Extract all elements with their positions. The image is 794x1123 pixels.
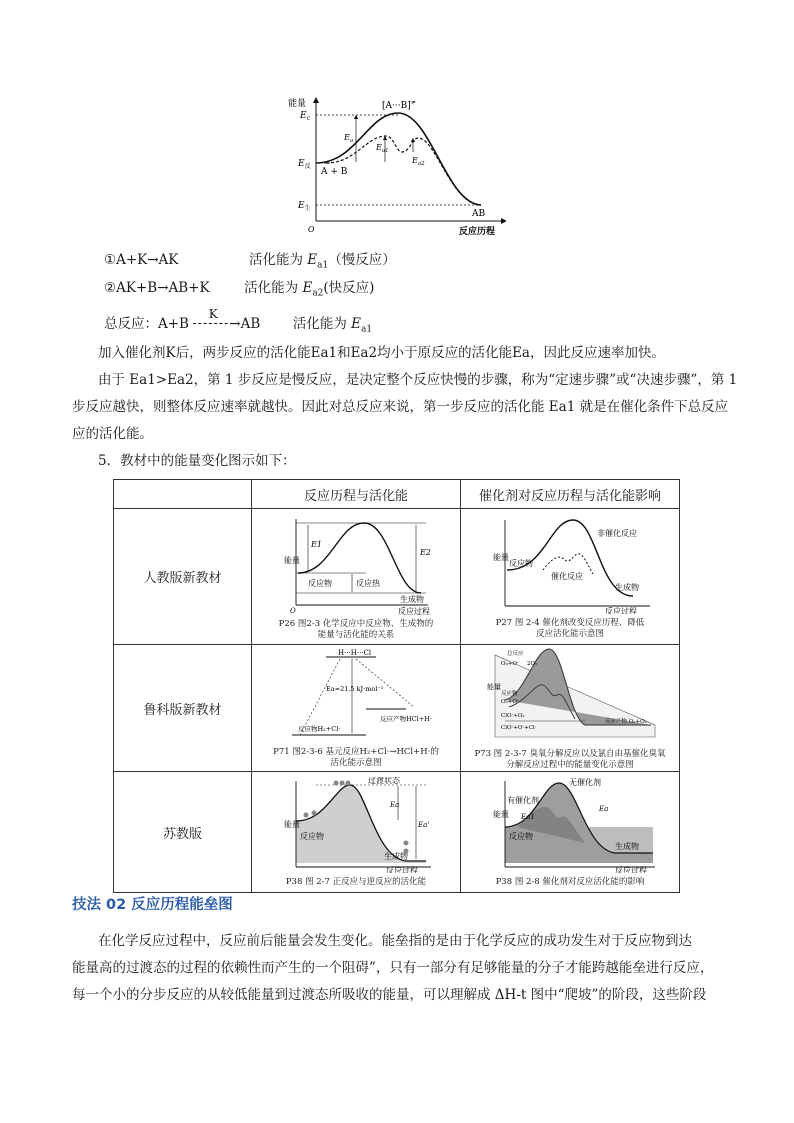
- product-label: 生成物: [615, 582, 639, 592]
- total-reaction-right: →AB: [229, 316, 261, 332]
- table-row: [114, 645, 680, 772]
- chart-y-label: 能量: [284, 555, 300, 565]
- figure-cell: [252, 772, 461, 893]
- paragraph-barrier-2: 能量高的过渡态的过程的依赖性而产生的一个阻碍”，只有一部分有足够能量的分子才能跨越能垒进行反应，: [72, 960, 714, 976]
- step-1: [104, 248, 396, 271]
- non-catalytic-label: 非催化反应: [597, 528, 637, 538]
- figure-caption: P38 图 2-8 催化剂对反应活化能的影响: [495, 876, 645, 887]
- ea-value-label: Ea=21.5 kJ·mol⁻¹: [326, 685, 384, 693]
- chart-x-label: 反应过程: [398, 606, 430, 615]
- with-catalyst-label: 有催化剂: [507, 795, 539, 805]
- chart-y-label: 能量: [487, 683, 501, 691]
- figure-caption: P38 图 2-7 正反应与逆反应的活化能: [285, 876, 427, 887]
- ozone-label-3: 2O₂: [527, 661, 538, 667]
- pep-catalyst-chart: [465, 514, 675, 614]
- total-reaction-left: 总反应：A+B: [104, 316, 194, 332]
- chart-y-label: 能量: [284, 819, 300, 829]
- step-1-rate: （慢反应）: [328, 252, 396, 268]
- ea1-label: Ea1: [521, 812, 535, 821]
- table-header-col1: 反应历程与活化能: [252, 480, 461, 509]
- reactant-label: 反应物: [308, 578, 332, 588]
- step-2: [104, 276, 374, 299]
- product-label: 反应产物HCl+H·: [380, 715, 432, 723]
- step-2-desc: 活化能为: [244, 280, 303, 296]
- figure-caption-line2: 分解反应过程中的能量变化示意图: [506, 760, 634, 770]
- section-heading: 技法 02 反应历程能垒图: [72, 897, 233, 913]
- table-corner: [114, 480, 252, 509]
- figure-caption: P73 图 2-3-7 臭氧分解反应以及氯自由基催化臭氧: [474, 749, 666, 759]
- ozone-label-7: ClO·+O·+Cl·: [501, 725, 537, 731]
- e-fan-label: $E_反$: [298, 159, 311, 170]
- chart-x-label: 反应过程: [605, 606, 637, 614]
- figure-caption: P27 图 2-4 催化剂改变反应历程、降低: [495, 617, 645, 628]
- product-label: AB: [472, 209, 486, 219]
- paragraph-barrier-1: 在化学反应过程中，反应前后能量会发生变化。能垒指的是由于化学反应的成功发生对于反应物到达: [98, 933, 692, 949]
- step-1-energy: E: [307, 252, 318, 268]
- step-2-rate: (快反应): [323, 280, 375, 296]
- pep-reaction-energy-chart: [256, 513, 456, 615]
- ea-label: Ea: [599, 804, 609, 813]
- chart-y-label: 能量: [493, 809, 509, 819]
- ozone-label-5: O₃+O·: [501, 699, 519, 705]
- sj-catalyst-chart: [465, 777, 675, 873]
- reactant-label: 反应物: [509, 831, 533, 841]
- ea1-label: $E_{a1}$: [376, 143, 389, 154]
- reactant-label: A + B: [321, 167, 348, 177]
- reactant-label: 反应物: [509, 558, 533, 568]
- ozone-label-8: 反应产物 O₂+O₂: [605, 719, 647, 725]
- no-catalyst-label: 无催化剂: [569, 777, 601, 787]
- ea-reverse-label: Ea': [418, 820, 430, 829]
- figure-cell: [461, 772, 680, 893]
- catalytic-label: 催化反应: [551, 571, 583, 581]
- paragraph-rate-3: 应的活化能。: [72, 426, 153, 442]
- paragraph-barrier-3: 每一个小的分步反应的从较低能量到过渡态所吸收的能量，可以理解成 ΔH-t 图中“爬坡”的阶段，这些阶段: [72, 987, 707, 1003]
- ec-label: $E_c$: [300, 111, 310, 122]
- chart-x-label: 反应过程: [615, 865, 647, 873]
- ea-label: Ea: [390, 800, 400, 809]
- ozone-label-4: 反应物: [501, 691, 518, 697]
- textbook-comparison-table: [113, 479, 680, 893]
- paragraph-rate-1: 由于 Ea1>Ea2，第 1 步反应是慢反应，是决定整个反应快慢的步骤，称为“定速步骤”或“决速步骤”，第 1: [98, 372, 738, 388]
- ozone-label-2: O₃+O·: [501, 661, 519, 667]
- product-label: 生成物: [384, 851, 408, 861]
- product-label: 生成物: [400, 594, 424, 604]
- total-reaction: [104, 302, 373, 335]
- table-header-col2: 催化剂对反应历程与活化能影响: [461, 480, 680, 509]
- transition-label: H···H···Cl: [338, 649, 372, 657]
- table-row: [114, 772, 680, 893]
- figure-caption: P26 图2-3 化学反应中反应物、生成物的: [278, 618, 434, 629]
- step-2-equation: ②AK+B→AB+K: [104, 280, 210, 296]
- catalyst-label: K: [208, 307, 218, 321]
- reactant-label: 反应物H₂+Cl·: [298, 725, 341, 733]
- figure-caption-line2: 反应活化能示意图: [535, 628, 604, 639]
- paragraph-rate-2: 步反应越快，则整体反应速率就越快。因此对总反应来说，第一步反应的活化能 Ea1 就是在催化条件下总反应: [72, 399, 729, 415]
- figure-caption: P71 图2-3-6 基元反应H₂+Cl·→HCl+H·的: [273, 747, 439, 757]
- chart-y-label: 能量: [493, 552, 509, 562]
- figure-caption-line2: 活化能示意图: [330, 758, 382, 768]
- ea2-label: $E_{a2}$: [412, 156, 425, 167]
- e-sheng-label: $E_生$: [298, 201, 311, 212]
- table-row: [114, 509, 680, 645]
- e1-label: E1: [311, 539, 322, 549]
- step-2-energy-sub: a2: [312, 288, 324, 299]
- paragraph-textbook-intro: 5．教材中的能量变化图示如下：: [98, 453, 296, 469]
- peak-label: [A···B]≠: [382, 99, 416, 111]
- row-name: 鲁科版新教材: [114, 645, 252, 772]
- total-energy: E: [351, 316, 362, 332]
- total-desc: 活化能为: [292, 316, 352, 332]
- lk-ozone-chart: [465, 645, 675, 745]
- figure-cell: [461, 509, 680, 645]
- lk-activation-chart: [256, 647, 456, 743]
- total-energy-sub: a1: [361, 324, 373, 335]
- step-1-energy-sub: a1: [317, 260, 329, 271]
- ozone-label-6: ClO·+O₂: [501, 713, 525, 719]
- chart-x-label: 反应过程: [386, 865, 418, 873]
- reactant-label: 反应物: [300, 831, 324, 841]
- figure-cell: [461, 645, 680, 772]
- energy-profile-figure: [286, 94, 506, 236]
- y-axis-label: 能量: [288, 99, 307, 109]
- sj-activation-chart: [256, 777, 456, 873]
- step-1-equation: ①A+K→AK: [104, 252, 179, 268]
- product-label: 生成物: [615, 841, 639, 851]
- ozone-label-1: 总反应: [507, 651, 524, 657]
- ea-label: $E_a$: [344, 133, 354, 144]
- origin-label: O: [290, 606, 296, 615]
- paragraph-catalyst: 加入催化剂K后，两步反应的活化能Ea1和Ea2均小于原反应的活化能Ea，因此反应速率加快。: [98, 345, 665, 361]
- row-name: 人教版新教材: [114, 509, 252, 645]
- row-name: 苏教版: [114, 772, 252, 893]
- x-axis-label: 反应历程: [459, 227, 496, 236]
- figure-caption-line2: 能量与活化能的关系: [317, 629, 395, 640]
- step-1-desc: 活化能为: [249, 252, 308, 268]
- figure-cell: [252, 509, 461, 645]
- reaction-heat-label: 反应热: [356, 578, 380, 588]
- step-2-energy: E: [302, 280, 313, 296]
- figure-cell: [252, 645, 461, 772]
- transition-state-label: 过渡状态: [368, 776, 400, 785]
- e2-label: E2: [420, 547, 431, 557]
- origin-label: O: [308, 225, 315, 234]
